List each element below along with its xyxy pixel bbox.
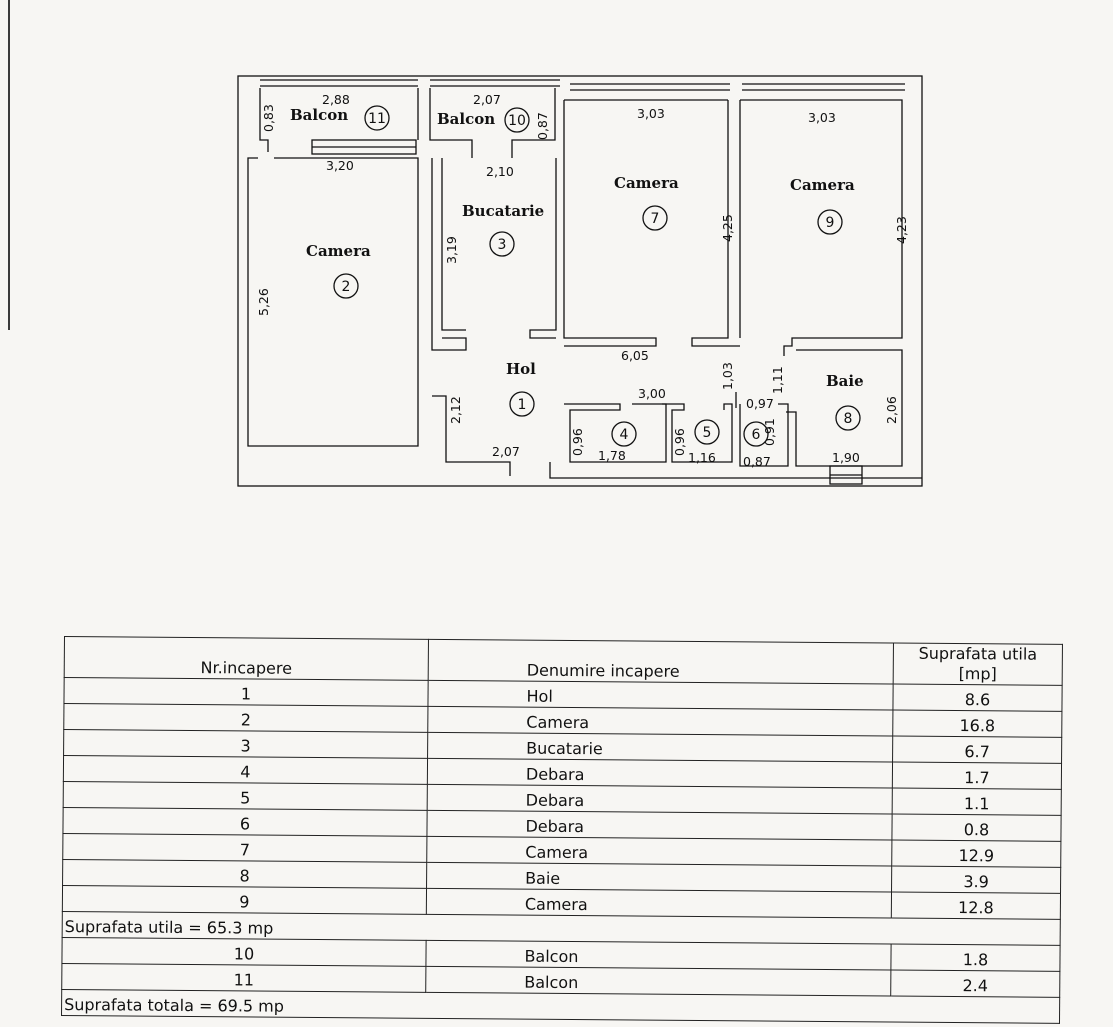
row-nr: 5 xyxy=(63,781,427,810)
room-number-9: 9 xyxy=(825,215,835,231)
room-area-table xyxy=(61,636,1063,1024)
dim-5-26: 5,26 xyxy=(256,288,271,316)
dim-2-10: 2,10 xyxy=(486,164,514,179)
dim-3-03-b: 3,03 xyxy=(808,110,836,125)
dim-2-88: 2,88 xyxy=(322,92,350,107)
row-nr: 1 xyxy=(64,678,428,707)
row-nr: 3 xyxy=(64,730,428,759)
room-number-4: 4 xyxy=(619,427,629,443)
dim-2-06: 2,06 xyxy=(884,396,899,424)
dim-2-07-top: 2,07 xyxy=(473,92,501,107)
dim-0-83: 0,83 xyxy=(261,104,276,132)
row-nr: 8 xyxy=(63,859,427,888)
row-name: Bucatarie xyxy=(428,732,893,762)
row-name: Camera xyxy=(428,706,893,736)
room-number-6: 6 xyxy=(751,427,761,443)
room-name-3: Bucatarie xyxy=(462,202,545,220)
room-number-11: 11 xyxy=(368,111,386,127)
dim-0-87: 0,87 xyxy=(535,112,550,140)
row-nr: 11 xyxy=(62,963,426,992)
row-nr: 4 xyxy=(63,756,427,785)
dim-2-07-bottom: 2,07 xyxy=(492,444,520,459)
row-area: 6.7 xyxy=(893,736,1062,763)
room-number-3: 3 xyxy=(497,237,507,253)
dim-0-96-b: 0,96 xyxy=(672,428,687,456)
room-name-1: Hol xyxy=(506,360,536,378)
dim-1-78: 1,78 xyxy=(598,448,626,463)
dim-0-97: 0,97 xyxy=(746,396,774,411)
dim-0-96-a: 0,96 xyxy=(570,428,585,456)
row-area: 1.7 xyxy=(892,762,1061,789)
row-area: 12.9 xyxy=(892,840,1061,867)
dim-0-87-b: 0,87 xyxy=(743,454,771,469)
room-name-8: Baie xyxy=(826,372,864,390)
useful-total: Suprafata utila = 65.3 mp xyxy=(62,911,1060,945)
dim-3-03-a: 3,03 xyxy=(637,106,665,121)
row-area: 3.9 xyxy=(892,866,1061,893)
row-nr: 2 xyxy=(64,704,428,733)
dim-1-11: 1,11 xyxy=(770,366,785,394)
room-number-8: 8 xyxy=(843,411,853,427)
row-nr: 6 xyxy=(63,807,427,836)
dim-4-25: 4,25 xyxy=(720,214,735,242)
row-name: Debara xyxy=(427,758,892,788)
dim-3-00: 3,00 xyxy=(638,386,666,401)
room-name-11: Balcon xyxy=(290,106,349,124)
row-nr: 9 xyxy=(62,885,426,914)
room-name-10: Balcon xyxy=(437,110,496,128)
row-nr: 10 xyxy=(62,937,426,966)
dim-2-12: 2,12 xyxy=(448,396,463,424)
table-header-row xyxy=(64,637,1062,686)
dim-1-90: 1,90 xyxy=(832,450,860,465)
header-name: Denumire incapere xyxy=(428,639,893,684)
row-name: Balcon xyxy=(426,940,891,970)
row-nr: 7 xyxy=(63,833,427,862)
row-area: 12.8 xyxy=(891,892,1060,919)
row-name: Baie xyxy=(427,862,892,892)
room-number-1: 1 xyxy=(517,397,527,413)
room-name-9: Camera xyxy=(790,176,855,194)
row-area: 0.8 xyxy=(892,814,1061,841)
row-name: Debara xyxy=(427,784,892,814)
dim-4-23: 4,23 xyxy=(894,216,909,244)
header-nr: Nr.incapere xyxy=(64,637,428,681)
row-name: Hol xyxy=(428,680,893,710)
room-number-2: 2 xyxy=(341,279,351,295)
room-number-7: 7 xyxy=(650,211,660,227)
dim-3-19: 3,19 xyxy=(444,236,459,264)
row-name: Balcon xyxy=(426,966,891,996)
row-area: 1.8 xyxy=(891,944,1060,971)
row-name: Camera xyxy=(426,888,891,918)
row-name: Camera xyxy=(427,836,892,866)
row-area: 2.4 xyxy=(891,970,1060,997)
row-area: 8.6 xyxy=(893,684,1062,711)
dim-6-05: 6,05 xyxy=(621,348,649,363)
grand-total: Suprafata totala = 69.5 mp xyxy=(62,989,1060,1023)
dim-0-91: 0,91 xyxy=(762,418,777,446)
row-name: Debara xyxy=(427,810,892,840)
room-area-table-wrap xyxy=(64,636,1063,1014)
room-number-10: 10 xyxy=(508,113,526,129)
dim-3-20: 3,20 xyxy=(326,158,354,173)
room-number-5: 5 xyxy=(702,425,712,441)
dim-1-16: 1,16 xyxy=(688,450,716,465)
header-area: Suprafata utila [mp] xyxy=(893,643,1062,685)
room-name-2: Camera xyxy=(306,242,371,260)
row-area: 16.8 xyxy=(893,710,1062,737)
dim-1-03: 1,03 xyxy=(720,362,735,390)
row-area: 1.1 xyxy=(892,788,1061,815)
room-name-7: Camera xyxy=(614,174,679,192)
